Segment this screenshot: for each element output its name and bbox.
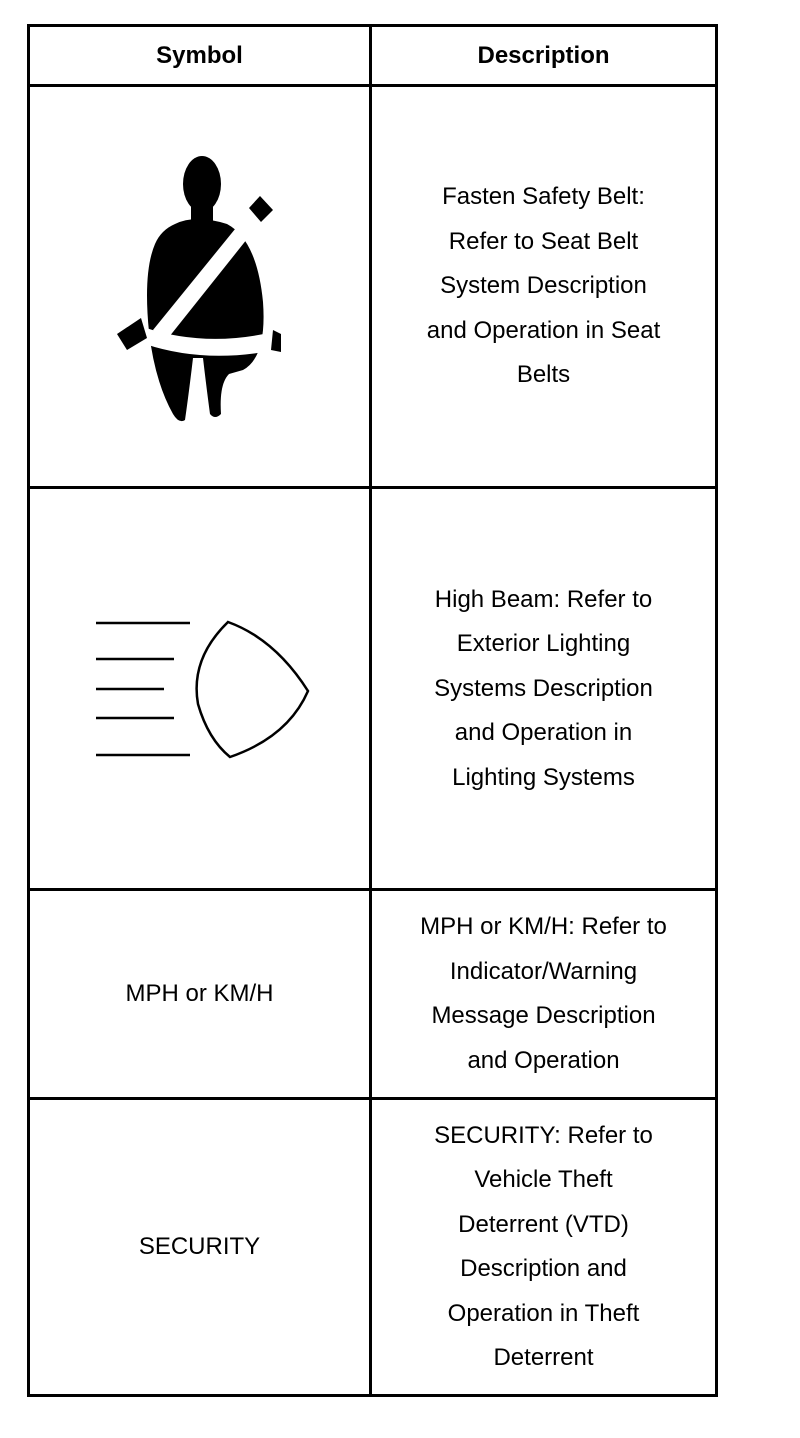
symbol-text: SECURITY xyxy=(138,1233,261,1261)
description-text: High Beam: Refer to Exterior Lighting Systems Description and Operation in Lighting Systems xyxy=(434,585,653,791)
header-description: Description xyxy=(371,26,717,86)
symbol-description-table xyxy=(27,24,718,1397)
table-row xyxy=(29,1099,717,1396)
description-text: SECURITY: Refer to Vehicle Theft Deterrent (VTD) Description and Operation in Theft Deterrent xyxy=(434,1121,653,1372)
symbol-cell xyxy=(29,488,371,890)
symbol-cell xyxy=(29,1099,371,1396)
symbol-text: MPH or KM/H xyxy=(125,980,274,1008)
description-cell xyxy=(371,86,717,488)
table-row xyxy=(29,488,717,890)
symbol-cell xyxy=(29,890,371,1099)
table-row xyxy=(29,890,717,1099)
description-cell xyxy=(371,890,717,1099)
table-header-row xyxy=(29,26,717,86)
description-text: MPH or KM/H: Refer to Indicator/Warning Message Description and Operation xyxy=(420,913,667,1074)
description-text: Fasten Safety Belt: Refer to Seat Belt System Description and Operation in Seat Belts xyxy=(426,183,661,389)
high-beam-icon xyxy=(90,619,310,759)
table-row xyxy=(29,86,717,488)
description-cell xyxy=(371,1099,717,1396)
description-cell xyxy=(371,488,717,890)
header-symbol: Symbol xyxy=(29,26,371,86)
symbol-cell xyxy=(29,86,371,488)
seat-belt-icon xyxy=(115,152,285,422)
